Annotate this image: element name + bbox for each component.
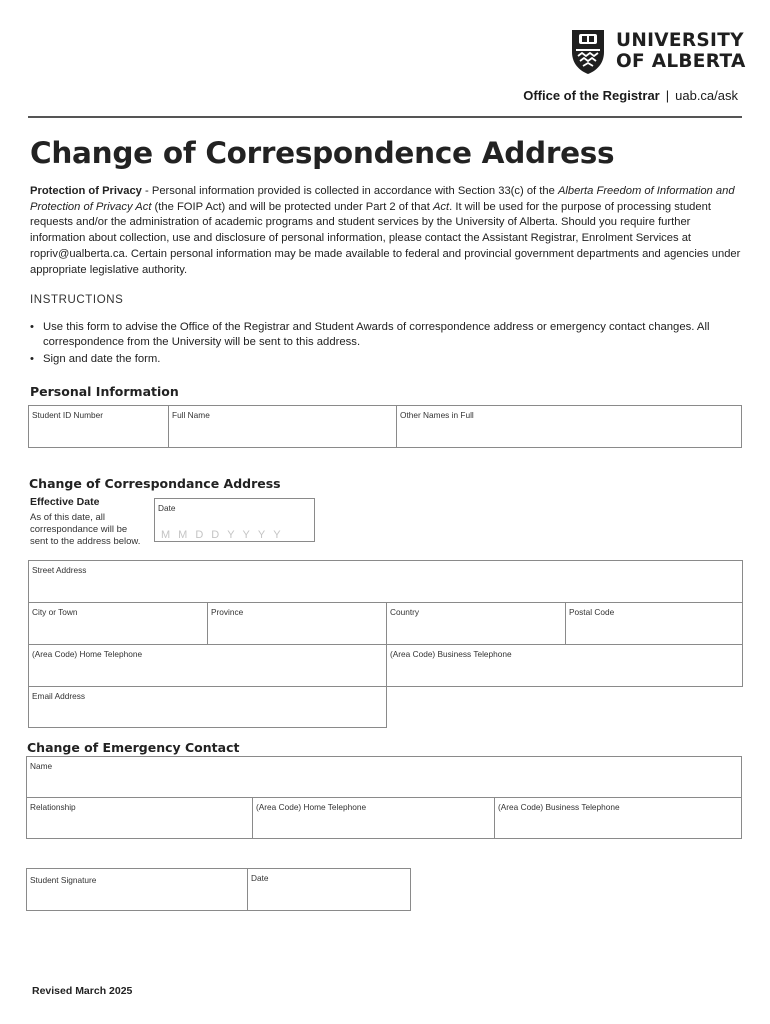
logo-wordmark bbox=[616, 30, 746, 72]
emergency-home-phone-label: (Area Code) Home Telephone bbox=[256, 802, 367, 812]
privacy-text-3: . It will be used for the purpose of processing student requests and/or the administration of academic programs and student services by the University of Alberta. Should you require further information about collection, use and disclosure of personal information, please contact the Assistant Registrar, Enrolment Services at bbox=[30, 200, 711, 245]
logo-line-1: UNIVERSITY bbox=[616, 30, 744, 51]
instruction-item bbox=[30, 320, 742, 349]
instructions-heading: INSTRUCTIONS bbox=[30, 294, 124, 306]
office-line bbox=[523, 88, 738, 103]
instructions-list bbox=[30, 320, 742, 370]
bullet-icon: • bbox=[30, 321, 34, 333]
full-name-field[interactable] bbox=[168, 405, 397, 448]
student-id-label: Student ID Number bbox=[32, 410, 104, 420]
university-logo bbox=[568, 26, 746, 76]
country-field[interactable] bbox=[386, 602, 566, 645]
emergency-heading: Change of Emergency Contact bbox=[27, 740, 240, 755]
effective-date-field[interactable] bbox=[154, 498, 315, 542]
street-address-field[interactable] bbox=[28, 560, 743, 603]
home-phone-field[interactable] bbox=[28, 644, 387, 687]
emergency-name-label: Name bbox=[30, 761, 53, 771]
city-field[interactable] bbox=[28, 602, 208, 645]
emergency-business-phone-label: (Area Code) Business Telephone bbox=[498, 802, 620, 812]
emergency-home-phone-field[interactable] bbox=[252, 797, 495, 839]
bullet-icon: • bbox=[30, 353, 34, 365]
street-address-label: Street Address bbox=[32, 565, 87, 575]
privacy-text-4: . Certain personal information may be made available to federal and provincial government departments and agencies under appropriate legislative authority. bbox=[30, 247, 741, 276]
signature-date-label: Date bbox=[251, 873, 269, 883]
effective-date-label: Date bbox=[158, 503, 176, 513]
province-field[interactable] bbox=[207, 602, 387, 645]
country-label: Country bbox=[390, 607, 420, 617]
other-names-label: Other Names in Full bbox=[400, 410, 474, 420]
email-address-label: Email Address bbox=[32, 691, 86, 701]
effective-date-title: Effective Date bbox=[30, 496, 100, 508]
privacy-act-short: Act bbox=[432, 200, 450, 213]
privacy-act-name: Alberta Freedom of Information and Protection of Privacy Act bbox=[30, 185, 735, 213]
instruction-text-1: Use this form to advise the Office of the Registrar and Student Awards of correspondence address or emergency contact changes. All correspondence from the University will be sent to this address. bbox=[43, 321, 710, 348]
privacy-text-1: - Personal information provided is collected in accordance with Section 33(c) of the bbox=[141, 185, 558, 197]
header-divider bbox=[28, 116, 742, 118]
logo-line-2: OF ALBERTA bbox=[616, 51, 746, 72]
business-phone-field[interactable] bbox=[386, 644, 743, 687]
page-title: Change of Correspondence Address bbox=[30, 136, 615, 170]
other-names-field[interactable] bbox=[396, 405, 742, 448]
postal-code-field[interactable] bbox=[565, 602, 743, 645]
instruction-text-2: Sign and date the form. bbox=[43, 353, 161, 365]
privacy-email-link[interactable]: ropriv@ualberta.ca bbox=[30, 247, 125, 260]
email-address-field[interactable] bbox=[28, 686, 387, 728]
revised-date: Revised March 2025 bbox=[32, 985, 133, 997]
header-separator: | bbox=[665, 88, 670, 103]
student-signature-field[interactable] bbox=[26, 868, 248, 911]
effective-date-description: As of this date, all correspondance will be sent to the address below. bbox=[30, 512, 141, 547]
postal-code-label: Postal Code bbox=[569, 607, 615, 617]
city-label: City or Town bbox=[32, 607, 78, 617]
shield-icon bbox=[568, 26, 608, 76]
privacy-heading: Protection of Privacy bbox=[30, 185, 142, 197]
emergency-business-phone-field[interactable] bbox=[494, 797, 742, 839]
province-label: Province bbox=[211, 607, 244, 617]
emergency-name-field[interactable] bbox=[26, 756, 742, 798]
home-phone-label: (Area Code) Home Telephone bbox=[32, 649, 143, 659]
relationship-field[interactable] bbox=[26, 797, 253, 839]
signature-date-field[interactable] bbox=[247, 868, 411, 911]
office-url[interactable]: uab.ca/ask bbox=[675, 88, 738, 103]
student-signature-label: Student Signature bbox=[30, 875, 97, 885]
privacy-notice bbox=[30, 184, 745, 278]
full-name-label: Full Name bbox=[172, 410, 210, 420]
office-name: Office of the Registrar bbox=[523, 88, 660, 103]
address-heading: Change of Correspondance Address bbox=[29, 476, 281, 491]
date-placeholder: MMDDYYYY bbox=[161, 529, 289, 541]
relationship-label: Relationship bbox=[30, 802, 76, 812]
student-id-field[interactable] bbox=[28, 405, 169, 448]
personal-info-heading: Personal Information bbox=[30, 384, 179, 399]
instruction-item bbox=[30, 352, 742, 367]
privacy-text-2: (the FOIP Act) and will be protected under Part 2 of that bbox=[151, 200, 433, 213]
business-phone-label: (Area Code) Business Telephone bbox=[390, 649, 512, 659]
